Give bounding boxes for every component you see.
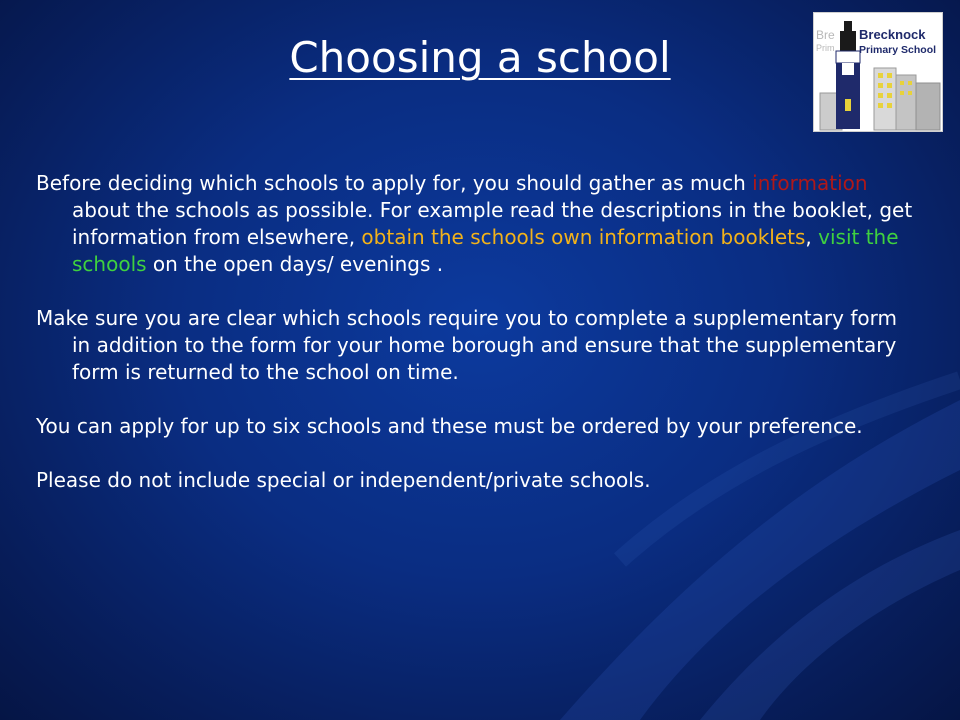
page-title: Choosing a school xyxy=(289,33,671,82)
paragraph-research xyxy=(36,170,916,278)
p1-highlight-information: information xyxy=(752,171,868,195)
logo-subtitle: Primary School xyxy=(859,44,937,56)
paragraph-supplementary-form: Make sure you are clear which schools require you to complete a supplementary form in addition to the form for your home borough and ensure that the supplementary form is returned to the school on time. xyxy=(36,306,897,384)
p1-text-a: Before deciding which schools to apply for, you should gather as much xyxy=(36,171,753,195)
paragraph-six-schools: You can apply for up to six schools and these must be ordered by your preference. xyxy=(36,414,863,438)
logo-ghost-1: Bre xyxy=(816,28,835,42)
p1-text-g: on the open days/ evenings . xyxy=(146,252,444,276)
paragraph-exclusions: Please do not include special or independent/private schools. xyxy=(36,468,651,492)
slide-body xyxy=(36,170,916,521)
school-logo xyxy=(813,12,943,132)
school-logo-graphic xyxy=(814,13,943,132)
p1-text-c: about the schools as possible. For example read the descriptions in the booklet, get information from elsewhere, xyxy=(72,198,913,249)
logo-ghost-2: Prim xyxy=(816,43,835,53)
p1-text-e: , xyxy=(805,225,819,249)
p1-highlight-visit: visit the schools xyxy=(72,225,899,276)
logo-name: Brecknock xyxy=(859,27,926,42)
p1-highlight-booklets: obtain the schools own information booklets xyxy=(361,225,806,249)
